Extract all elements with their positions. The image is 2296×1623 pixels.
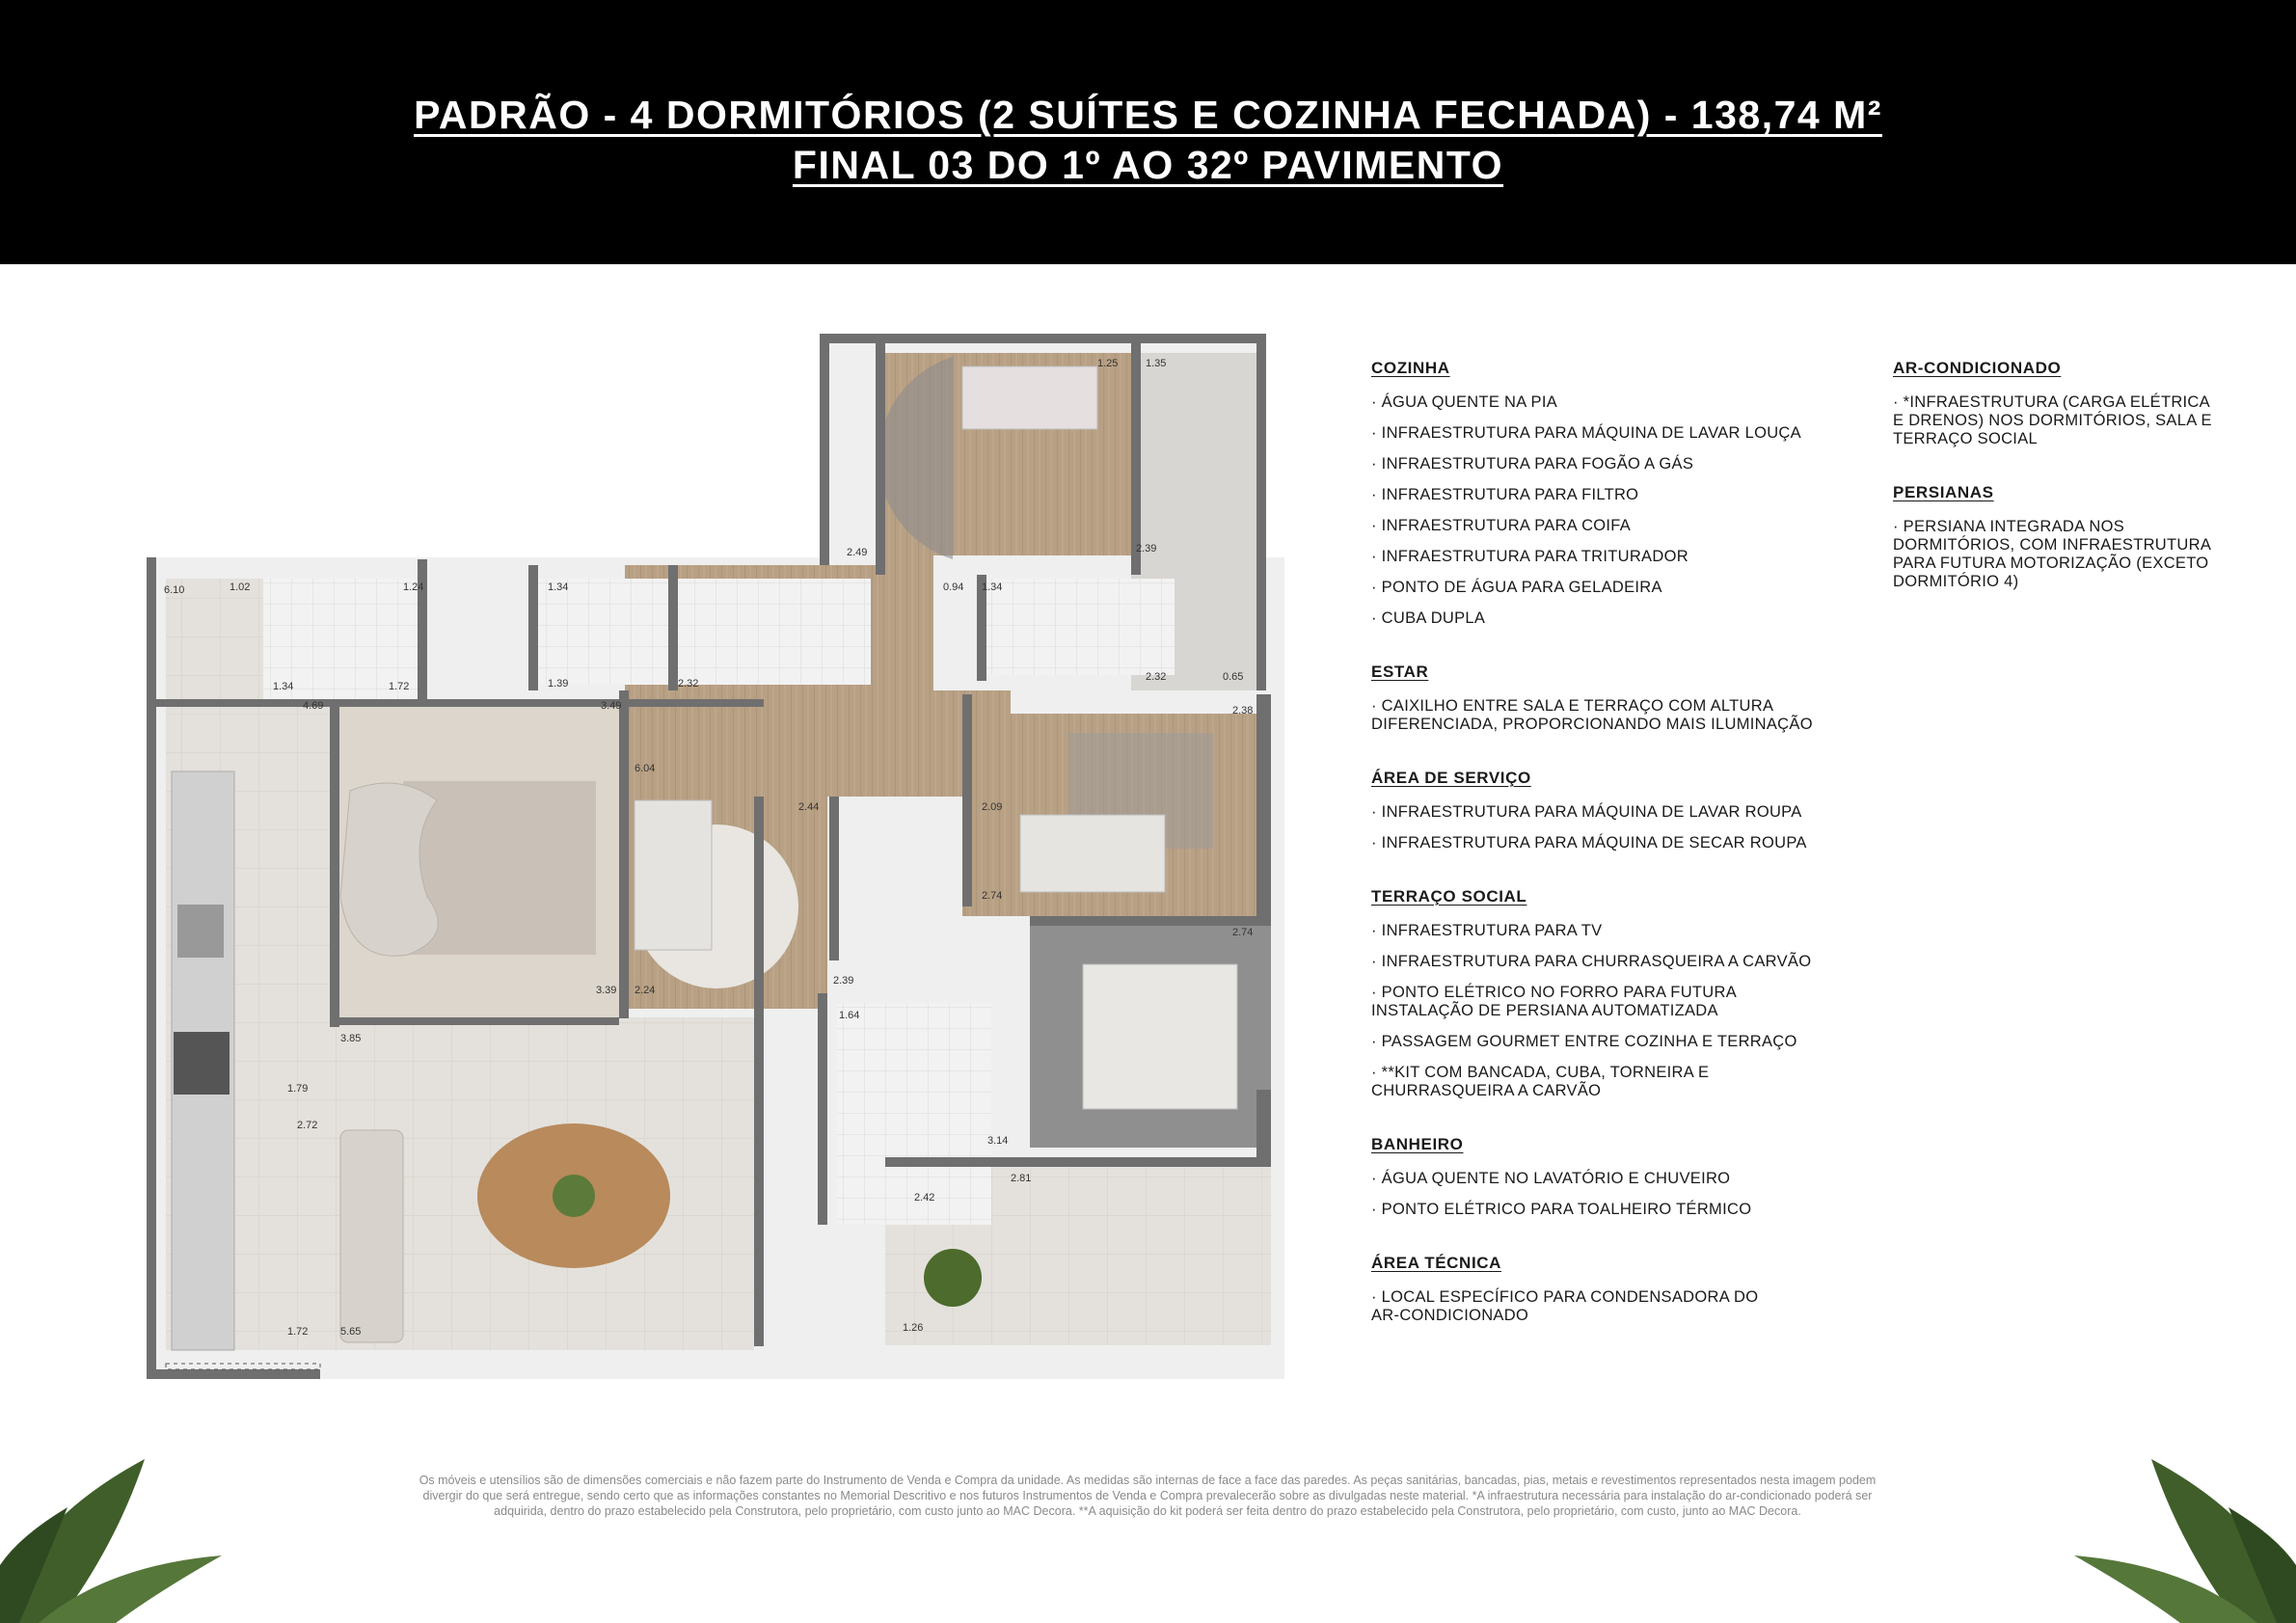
dim-label: 2.49 [847, 547, 868, 558]
dim-label: 2.32 [1146, 671, 1167, 683]
section-title: ÁREA DE SERVIÇO [1371, 769, 1531, 787]
dim-label: 4.69 [303, 700, 324, 712]
disclaimer [328, 1473, 1967, 1519]
feature-item: · PERSIANA INTEGRADA NOS DORMITÓRIOS, COM INFRAESTRUTURA PARA FUTURA MOTORIZAÇÃO (EXCETO DORMITÓRIO 4) [1893, 518, 2212, 590]
feature-item: · CAIXILHO ENTRE SALA E TERRAÇO COM ALTURA DIFERENCIADA, PROPORCIONANDO MAIS ILUMINAÇÃO [1371, 697, 1813, 733]
feature-item: · INFRAESTRUTURA PARA FOGÃO A GÁS [1371, 455, 1694, 473]
terrace-sofa [340, 1130, 403, 1342]
dim-label: 1.39 [548, 678, 569, 690]
section-title: ESTAR [1371, 663, 1429, 681]
feature-item: · INFRAESTRUTURA PARA TRITURADOR [1371, 548, 1688, 565]
feature-item: · PONTO ELÉTRICO PARA TOALHEIRO TÉRMICO [1371, 1201, 1752, 1218]
feature-item: · INFRAESTRUTURA PARA MÁQUINA DE SECAR ROUPA [1371, 834, 1807, 852]
bed-4 [635, 800, 712, 950]
floor-plan [143, 328, 1300, 1389]
dim-label: 2.81 [1011, 1173, 1032, 1184]
dim-label: 6.04 [635, 763, 656, 774]
feature-item: · PONTO ELÉTRICO NO FORRO PARA FUTURA INSTALAÇÃO DE PERSIANA AUTOMATIZADA [1371, 984, 1738, 1019]
section-area-tecnica [1371, 1254, 1834, 1325]
feature-item: · INFRAESTRUTURA PARA FILTRO [1371, 486, 1639, 503]
dim-label: 5.65 [340, 1326, 362, 1338]
disclaimer-line: adquirida, dentro do prazo estabelecido pela Construtora, pelo proprietário, com custo junto ao MAC Decora. **A aquisição do kit poderá ser feita dentro do prazo estabelecido pela Construtora, pelo proprietário, com custo, junto ao MAC Decora. [494, 1504, 1801, 1518]
dim-label: 2.72 [297, 1120, 318, 1131]
section-ar-condicionado [1893, 359, 2221, 448]
dim-label: 0.94 [943, 582, 964, 593]
feature-item: · ÁGUA QUENTE NO LAVATÓRIO E CHUVEIRO [1371, 1170, 1731, 1187]
dim-label: 1.64 [839, 1010, 860, 1021]
feature-item: · INFRAESTRUTURA PARA MÁQUINA DE LAVAR LOUÇA [1371, 424, 1801, 442]
disclaimer-line: divergir do que será entregue, sendo certo que as informações constantes no Memorial Descritivo e nos futuros Instrumentos de Venda e Compra prevalecerão sobre as divulgadas neste material. *A infraestrutura necessária para instalação do ar-condicionado poderá ser [422, 1489, 1873, 1502]
dim-label: 2.39 [833, 975, 854, 987]
dim-label: 1.24 [403, 582, 424, 593]
section-title: ÁREA TÉCNICA [1371, 1254, 1502, 1272]
dim-label: 1.79 [287, 1083, 309, 1095]
dim-label: 1.35 [1146, 358, 1167, 369]
feature-item: · *INFRAESTRUTURA (CARGA ELÉTRICA E DRENOS) NOS DORMITÓRIOS, SALA E TERRAÇO SOCIAL [1893, 393, 2212, 447]
section-title: COZINHA [1371, 359, 1450, 377]
feature-item: · PASSAGEM GOURMET ENTRE COZINHA E TERRAÇO [1371, 1033, 1797, 1050]
leaf-decoration-right [2065, 1449, 2296, 1623]
section-title: PERSIANAS [1893, 483, 1994, 501]
feature-item: · CUBA DUPLA [1371, 609, 1486, 627]
feature-item: · INFRAESTRUTURA PARA TV [1371, 922, 1603, 939]
dim-label: 2.74 [982, 890, 1003, 902]
page-title: PADRÃO - 4 DORMITÓRIOS (2 SUÍTES E COZINHA FECHADA) - 138,74 M² [414, 93, 1882, 137]
section-banheiro [1371, 1135, 1834, 1219]
section-title: BANHEIRO [1371, 1135, 1464, 1153]
leaf-decoration-left [0, 1449, 231, 1623]
dim-label: 3.85 [340, 1033, 362, 1044]
bath-3 [673, 579, 871, 685]
dim-label: 6.10 [164, 584, 185, 596]
dim-label: 1.72 [287, 1326, 309, 1338]
feature-item: · INFRAESTRUTURA PARA COIFA [1371, 517, 1632, 534]
feature-item: · **KIT COM BANCADA, CUBA, TORNEIRA E CHURRASQUEIRA A CARVÃO [1371, 1064, 1710, 1099]
sink [177, 905, 224, 958]
dim-label: 2.39 [1136, 543, 1157, 555]
disclaimer-line: Os móveis e utensílios são de dimensões comerciais e não fazem parte do Instrumento de Venda e Compra da unidade. As medidas são internas de face a face das paredes. As peças sanitárias, bancadas, pias, metais e revestimentos representados nesta imagem podem [419, 1474, 1877, 1487]
dim-label: 2.09 [982, 801, 1003, 813]
dim-label: 3.49 [601, 700, 622, 712]
bath-4 [982, 579, 1175, 675]
dim-label: 2.44 [798, 801, 820, 813]
section-cozinha [1371, 359, 1834, 628]
feature-item: · INFRAESTRUTURA PARA CHURRASQUEIRA A CARVÃO [1371, 953, 1812, 970]
master-bed [1083, 964, 1237, 1109]
dim-label: 1.72 [389, 681, 410, 692]
section-area-servico [1371, 769, 1834, 852]
bed-top [962, 366, 1097, 429]
dim-label: 1.34 [548, 582, 569, 593]
dim-label: 1.34 [982, 582, 1003, 593]
dim-label: 2.24 [635, 985, 656, 996]
dim-label: 0.65 [1223, 671, 1244, 683]
dim-label: 1.25 [1097, 358, 1119, 369]
dim-label: 3.14 [987, 1135, 1009, 1147]
section-title: AR-CONDICIONADO [1893, 359, 2062, 377]
dim-label: 3.39 [596, 985, 617, 996]
features-column-2 [1893, 359, 2221, 626]
dim-label: 2.38 [1232, 705, 1254, 717]
dim-label: 1.02 [230, 582, 251, 593]
bed-mid [1020, 815, 1165, 892]
feature-item: · ÁGUA QUENTE NA PIA [1371, 393, 1558, 411]
plant [553, 1175, 595, 1217]
dim-label: 2.32 [678, 678, 699, 690]
section-title: TERRAÇO SOCIAL [1371, 887, 1527, 906]
bath-2 [533, 579, 668, 685]
feature-item: · LOCAL ESPECÍFICO PARA CONDENSADORA DO AR-CONDICIONADO [1371, 1288, 1759, 1324]
features-column-1 [1371, 359, 1834, 1360]
feature-item: · INFRAESTRUTURA PARA MÁQUINA DE LAVAR ROUPA [1371, 803, 1802, 821]
header-banner [0, 0, 2296, 264]
section-persianas [1893, 483, 2221, 591]
section-estar [1371, 663, 1834, 734]
section-terraco [1371, 887, 1834, 1100]
dim-label: 2.42 [914, 1192, 935, 1204]
dim-label: 1.34 [273, 681, 294, 692]
stove [174, 1032, 230, 1095]
page-subtitle: FINAL 03 DO 1º AO 32º PAVIMENTO [792, 143, 1504, 187]
dim-label: 1.26 [903, 1322, 924, 1334]
dim-label: 2.74 [1232, 927, 1254, 938]
plant-2 [924, 1249, 982, 1307]
feature-item: · PONTO DE ÁGUA PARA GELADEIRA [1371, 579, 1662, 596]
